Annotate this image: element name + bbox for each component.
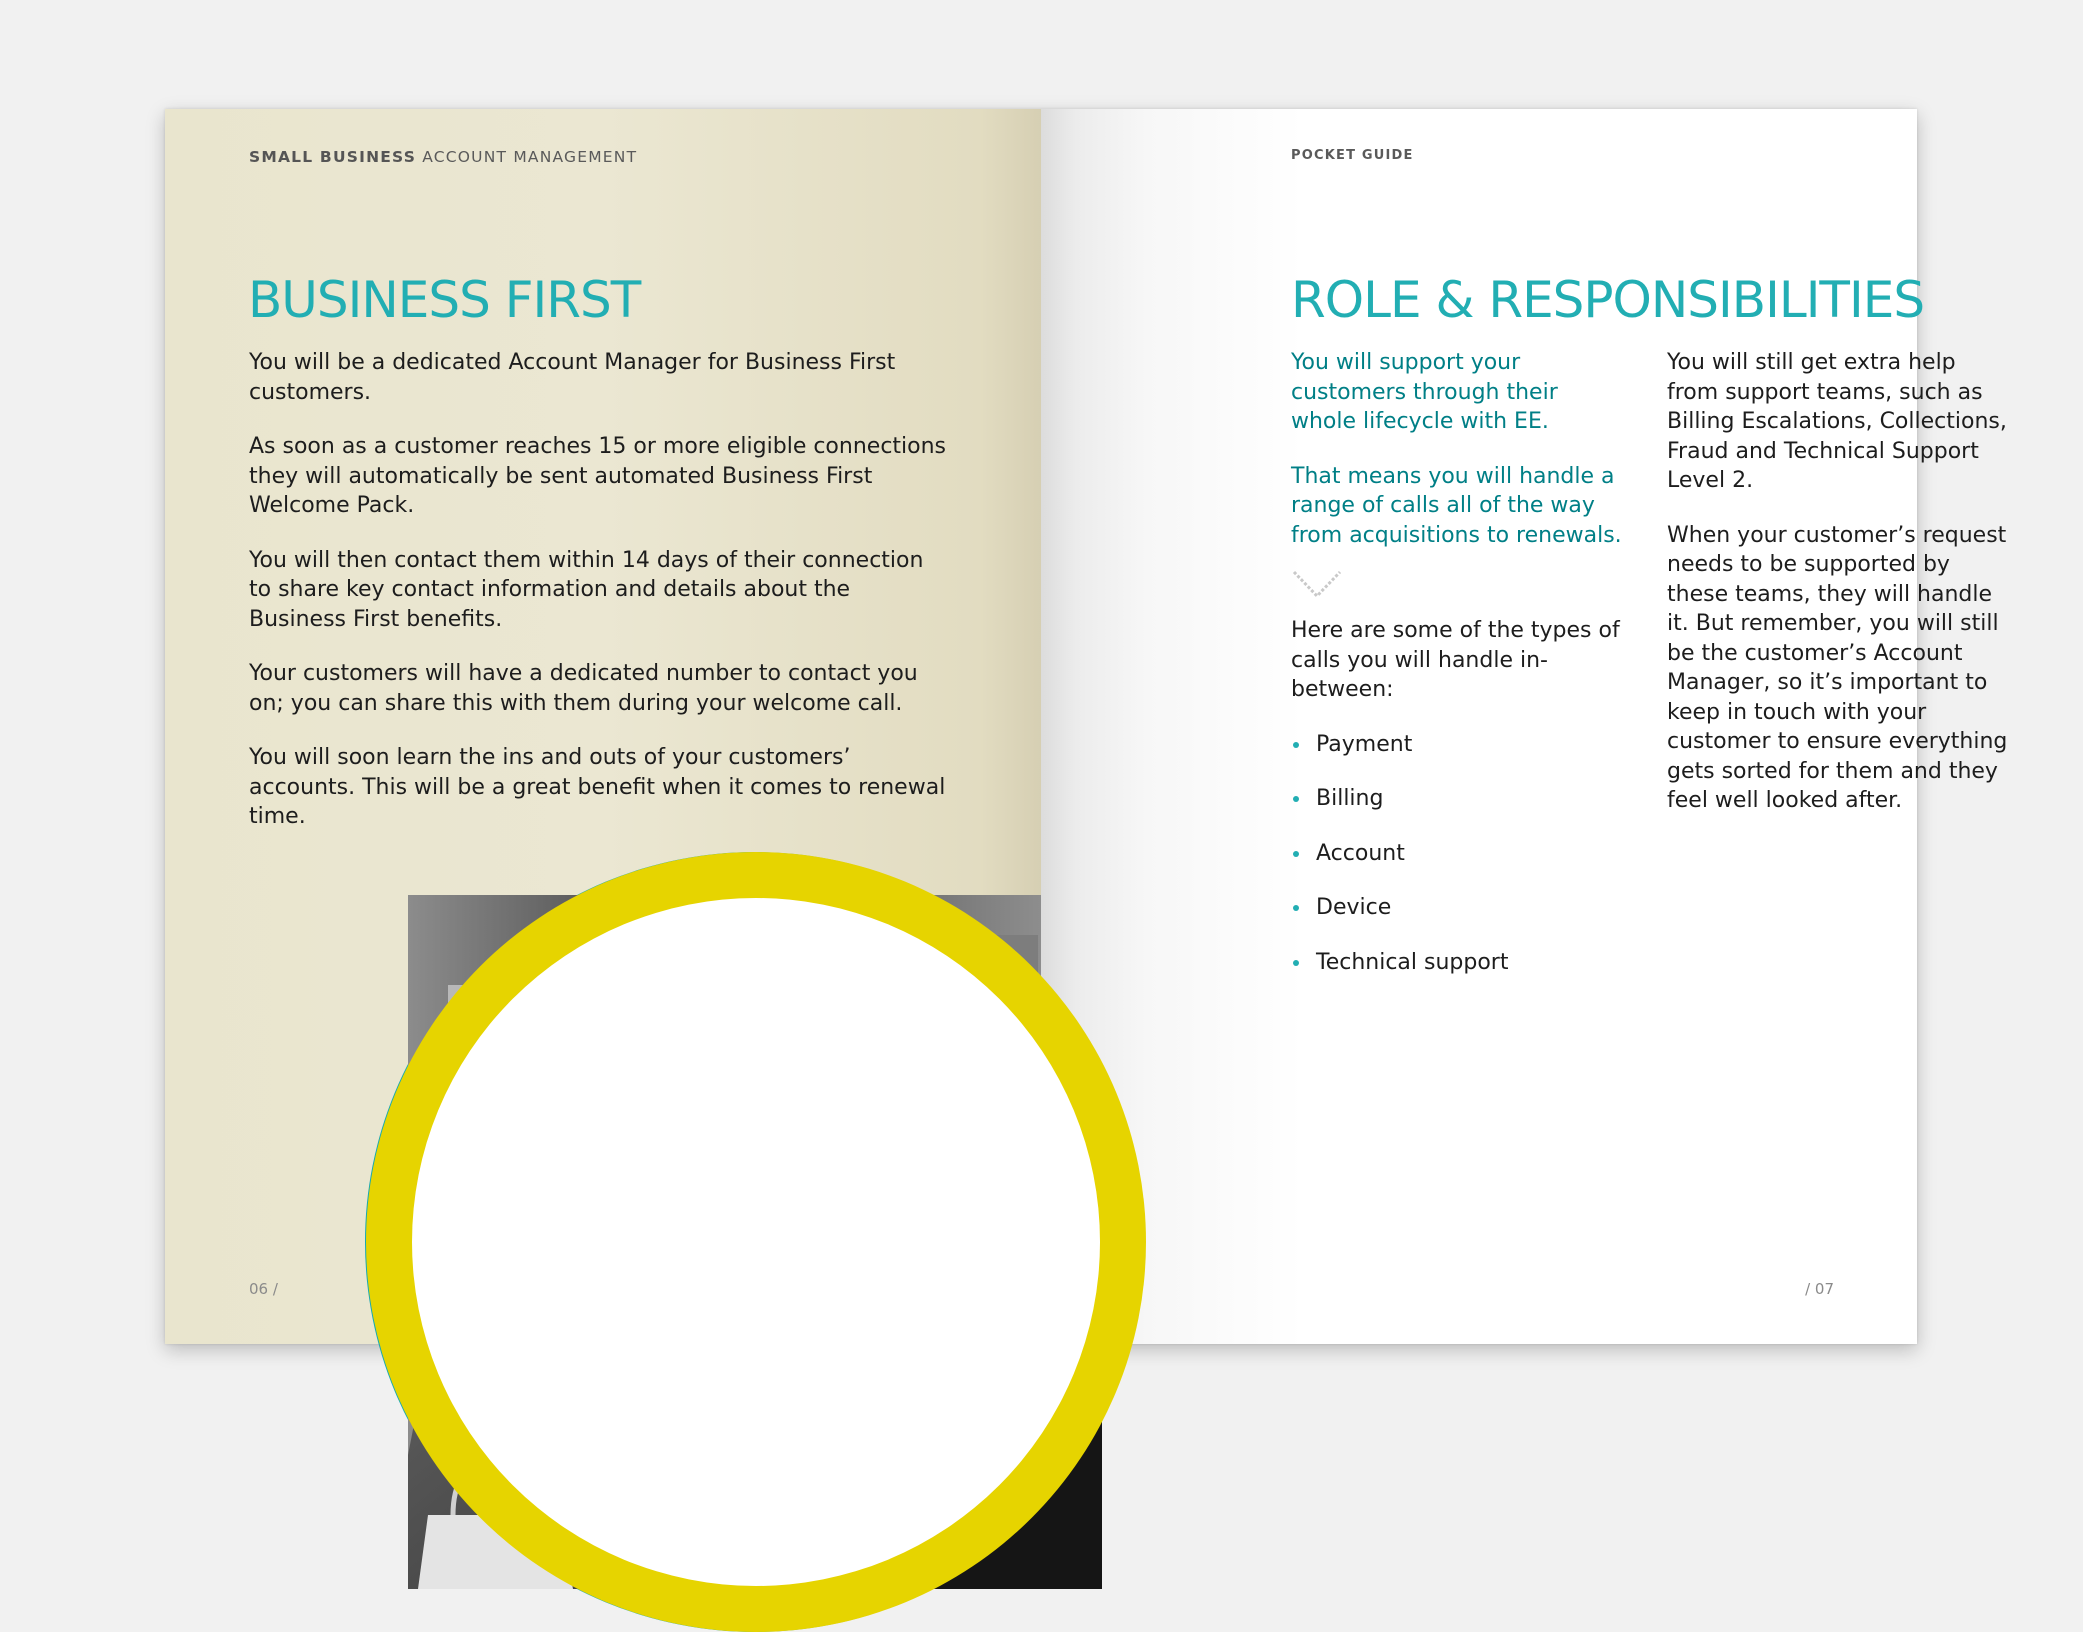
list-item: Account xyxy=(1291,839,1626,869)
role-column-one xyxy=(1291,348,1626,1002)
ring-inner-mask xyxy=(412,898,1100,1586)
page-number-right: / 07 xyxy=(1805,1280,1834,1298)
intro-teal-paragraph: That means you will handle a range of calls all of the way from acquisitions to renewals. xyxy=(1291,463,1622,548)
list-item: Billing xyxy=(1291,784,1626,814)
body-paragraph: You will soon learn the ins and outs of your customers’ accounts. This will be a great benefit when it comes to renewal time. xyxy=(249,745,946,829)
body-paragraph: You will then contact them within 14 days of their connection to share key contact information and details about the Business First benefits. xyxy=(249,547,924,632)
running-head-left: SMALL BUSINESS ACCOUNT MANAGEMENT xyxy=(249,148,638,166)
right-content xyxy=(1291,109,2008,1344)
body-paragraph: Your customers will have a dedicated number to contact you on; you can share this with them during your welcome call. xyxy=(249,661,918,716)
intro-teal-paragraph: You will support your customers through their whole lifecycle with EE. xyxy=(1291,350,1558,434)
list-item: Technical support xyxy=(1291,948,1626,978)
right-page xyxy=(1041,109,2008,1344)
list-item: Payment xyxy=(1291,730,1626,760)
business-first-body xyxy=(249,348,949,857)
call-types-list xyxy=(1291,730,1626,978)
list-item: Device xyxy=(1291,893,1626,923)
page-title-role-responsibilities: ROLE & RESPONSIBILITIES xyxy=(1291,271,1925,329)
page-title-business-first: BUSINESS FIRST xyxy=(248,271,641,329)
call-types-intro: Here are some of the types of calls you will handle in-between: xyxy=(1291,618,1620,702)
chevron-down-icon xyxy=(1291,568,1343,602)
page-number-left: 06 / xyxy=(249,1280,278,1298)
running-head-right: POCKET GUIDE xyxy=(1291,148,1414,163)
body-paragraph: You will still get extra help from support teams, such as Billing Escalations, Collections, Fraud and Technical Support Level 2. xyxy=(1667,350,2007,493)
brochure-spread xyxy=(165,109,2008,1344)
role-column-two xyxy=(1667,348,2012,841)
body-paragraph: When your customer’s request needs to be supported by these teams, they will handle it. But remember, you will still be the customer’s Account Manager, so it’s important to keep in touch with your customer to ensure everything gets sorted for them and they feel well looked after. xyxy=(1667,522,2008,813)
body-paragraph: As soon as a customer reaches 15 or more eligible connections they will automatically be sent automated Business First Welcome Pack. xyxy=(249,434,947,518)
body-paragraph: You will be a dedicated Account Manager for Business First customers. xyxy=(249,350,896,405)
